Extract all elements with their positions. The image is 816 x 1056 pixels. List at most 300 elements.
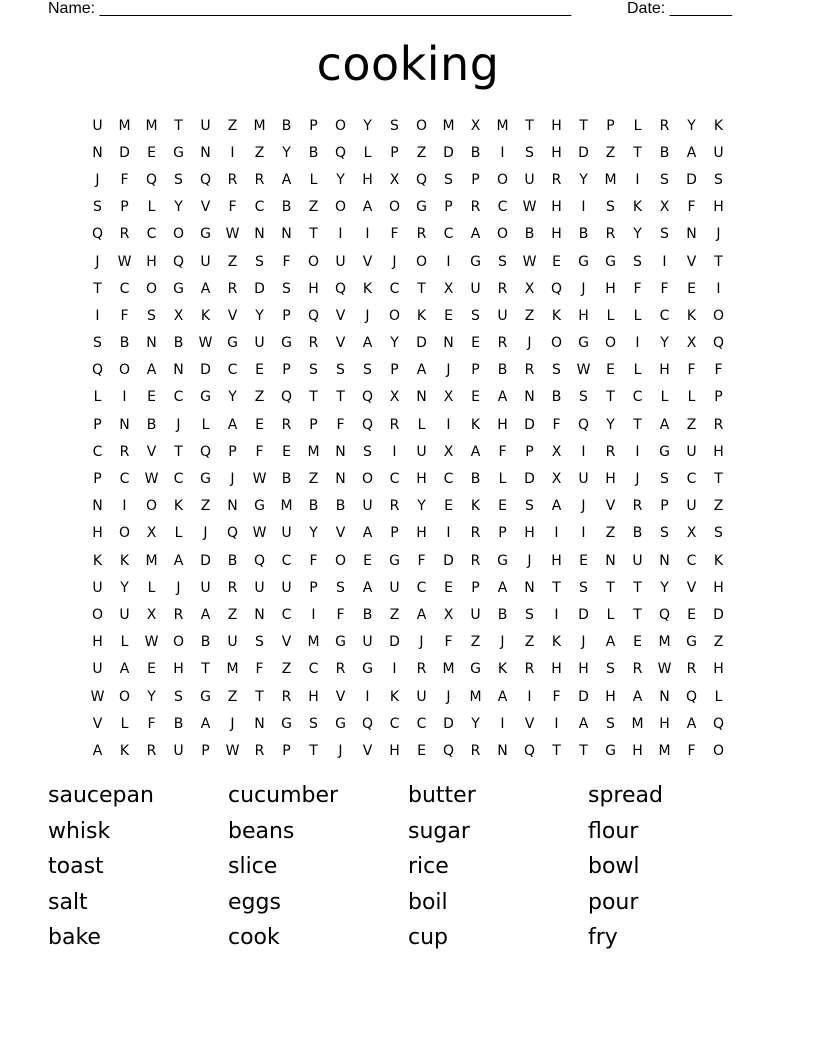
grid-letter: T	[552, 742, 561, 759]
grid-letter: L	[147, 579, 156, 596]
grid-letter: G	[389, 552, 400, 569]
grid-row	[84, 139, 732, 166]
grid-letter: N	[605, 552, 616, 569]
grid-letter: L	[120, 715, 129, 732]
grid-letter: K	[173, 498, 184, 515]
word-search-grid	[84, 112, 732, 765]
grid-letter: E	[444, 579, 453, 596]
grid-letter: N	[146, 335, 157, 352]
grid-letter: J	[230, 471, 235, 488]
grid-letter: S	[309, 715, 318, 732]
grid-letter: H	[713, 579, 724, 596]
grid-letter: Z	[524, 307, 535, 324]
grid-row	[84, 710, 732, 737]
grid-letter: S	[282, 280, 291, 297]
grid-letter: C	[632, 389, 643, 406]
grid-letter: M	[469, 688, 482, 705]
grid-letter: H	[551, 226, 562, 243]
grid-letter: F	[309, 552, 318, 569]
grid-letter: J	[95, 171, 100, 188]
grid-letter: C	[497, 199, 508, 216]
grid-letter: S	[660, 471, 669, 488]
grid-row	[84, 438, 732, 465]
grid-letter: S	[363, 443, 372, 460]
grid-letter: B	[659, 144, 670, 161]
grid-letter: X	[686, 525, 697, 542]
grid-letter: G	[173, 144, 184, 161]
grid-letter: E	[147, 389, 156, 406]
grid-letter: R	[686, 661, 697, 678]
grid-letter: F	[687, 362, 696, 379]
grid-letter: N	[524, 389, 535, 406]
grid-letter: X	[443, 280, 454, 297]
grid-letter: S	[174, 688, 183, 705]
grid-letter: U	[497, 307, 508, 324]
grid-letter: A	[281, 171, 292, 188]
grid-letter: D	[416, 335, 427, 352]
grid-letter: N	[524, 579, 535, 596]
grid-letter: J	[527, 552, 532, 569]
grid-letter: F	[687, 742, 696, 759]
grid-letter: Q	[658, 606, 671, 623]
grid-letter: Y	[174, 199, 183, 216]
grid-letter: H	[578, 661, 589, 678]
word-bank-item: cup	[408, 925, 449, 951]
grid-letter: Q	[91, 362, 104, 379]
grid-letter: I	[635, 443, 640, 460]
grid-letter: Y	[660, 579, 669, 596]
grid-letter: R	[497, 335, 508, 352]
grid-letter: Q	[523, 742, 536, 759]
grid-row	[84, 737, 732, 764]
grid-letter: X	[470, 117, 481, 134]
grid-letter: L	[309, 171, 318, 188]
grid-letter: V	[335, 335, 346, 352]
grid-letter: F	[120, 307, 129, 324]
grid-letter: L	[498, 471, 507, 488]
grid-letter: T	[174, 117, 183, 134]
grid-letter: N	[335, 443, 346, 460]
grid-letter: G	[200, 226, 211, 243]
grid-letter: Q	[361, 715, 374, 732]
grid-letter: B	[173, 335, 184, 352]
grid-letter: H	[389, 742, 400, 759]
grid-letter: P	[390, 525, 399, 542]
grid-letter: Z	[605, 525, 616, 542]
grid-letter: W	[117, 253, 132, 270]
grid-letter: B	[227, 552, 238, 569]
grid-letter: R	[227, 171, 238, 188]
grid-letter: B	[308, 144, 319, 161]
grid-letter: A	[470, 226, 481, 243]
grid-letter: H	[605, 688, 616, 705]
grid-letter: V	[200, 199, 211, 216]
grid-letter: B	[281, 117, 292, 134]
grid-letter: C	[416, 715, 427, 732]
grid-letter: U	[578, 471, 589, 488]
grid-letter: N	[254, 226, 265, 243]
grid-letter: I	[581, 199, 586, 216]
grid-letter: S	[552, 362, 561, 379]
grid-letter: R	[605, 443, 616, 460]
grid-letter: K	[389, 688, 400, 705]
grid-letter: Y	[660, 335, 669, 352]
grid-letter: G	[686, 634, 697, 651]
grid-letter: U	[119, 606, 130, 623]
grid-letter: V	[686, 579, 697, 596]
word-bank-item: spread	[588, 783, 663, 808]
grid-letter: T	[579, 117, 588, 134]
grid-letter: G	[254, 498, 265, 515]
grid-letter: A	[551, 498, 562, 515]
grid-letter: F	[255, 443, 264, 460]
grid-letter: A	[497, 688, 508, 705]
grid-letter: R	[524, 362, 535, 379]
grid-letter: G	[578, 335, 589, 352]
grid-letter: F	[147, 715, 156, 732]
grid-letter: O	[550, 335, 563, 352]
grid-letter: J	[446, 362, 451, 379]
grid-letter: F	[498, 443, 507, 460]
grid-letter: H	[497, 416, 508, 433]
grid-letter: H	[551, 117, 562, 134]
grid-letter: C	[416, 579, 427, 596]
grid-letter: L	[120, 634, 129, 651]
grid-letter: X	[524, 280, 535, 297]
grid-letter: O	[388, 199, 401, 216]
grid-letter: F	[336, 416, 345, 433]
grid-letter: S	[606, 715, 615, 732]
grid-letter: L	[633, 362, 642, 379]
grid-letter: M	[442, 661, 455, 678]
word-bank-item: pour	[588, 889, 639, 915]
grid-letter: I	[662, 253, 667, 270]
grid-letter: C	[281, 552, 292, 569]
grid-letter: T	[255, 688, 264, 705]
grid-letter: W	[225, 742, 240, 759]
grid-letter: Y	[471, 715, 480, 732]
grid-letter: Q	[361, 389, 374, 406]
grid-letter: B	[119, 335, 130, 352]
grid-letter: B	[551, 389, 562, 406]
grid-letter: Y	[228, 389, 237, 406]
grid-letter: T	[633, 416, 642, 433]
grid-letter: G	[281, 335, 292, 352]
grid-row	[84, 384, 732, 411]
grid-letter: O	[118, 525, 131, 542]
grid-letter: A	[497, 579, 508, 596]
grid-row	[84, 493, 732, 520]
grid-letter: W	[252, 525, 267, 542]
grid-letter: N	[686, 226, 697, 243]
grid-letter: U	[92, 579, 103, 596]
grid-letter: S	[309, 362, 318, 379]
grid-letter: P	[525, 443, 534, 460]
grid-letter: T	[633, 579, 642, 596]
grid-letter: J	[581, 634, 586, 651]
grid-letter: S	[660, 226, 669, 243]
grid-letter: D	[686, 171, 697, 188]
grid-letter: T	[309, 226, 318, 243]
grid-letter: G	[470, 253, 481, 270]
grid-letter: V	[362, 742, 373, 759]
grid-letter: Z	[227, 253, 238, 270]
grid-letter: E	[444, 307, 453, 324]
grid-letter: W	[657, 661, 672, 678]
grid-letter: A	[200, 280, 211, 297]
grid-row	[84, 683, 732, 710]
grid-letter: O	[118, 362, 131, 379]
grid-letter: R	[551, 171, 562, 188]
grid-letter: P	[498, 525, 507, 542]
grid-letter: O	[334, 552, 347, 569]
grid-letter: Q	[685, 688, 698, 705]
grid-letter: E	[498, 498, 507, 515]
grid-letter: U	[470, 280, 481, 297]
grid-letter: O	[496, 226, 509, 243]
grid-letter: D	[119, 144, 130, 161]
grid-letter: V	[227, 307, 238, 324]
grid-letter: I	[716, 280, 721, 297]
grid-letter: R	[173, 606, 184, 623]
grid-letter: S	[498, 253, 507, 270]
grid-letter: U	[200, 579, 211, 596]
grid-letter: T	[336, 389, 345, 406]
grid-letter: C	[686, 552, 697, 569]
grid-letter: C	[92, 443, 103, 460]
grid-letter: R	[416, 661, 427, 678]
grid-letter: K	[362, 280, 373, 297]
grid-letter: Y	[390, 335, 399, 352]
grid-letter: J	[95, 253, 100, 270]
word-bank-item: cucumber	[228, 783, 339, 808]
grid-letter: R	[119, 226, 130, 243]
grid-letter: H	[146, 253, 157, 270]
grid-letter: P	[471, 362, 480, 379]
grid-letter: H	[308, 280, 319, 297]
grid-row	[84, 194, 732, 221]
grid-letter: C	[443, 471, 454, 488]
grid-letter: B	[524, 226, 535, 243]
grid-letter: E	[687, 280, 696, 297]
grid-letter: X	[146, 606, 157, 623]
grid-letter: K	[713, 117, 724, 134]
grid-letter: F	[633, 280, 642, 297]
grid-row	[84, 465, 732, 492]
grid-letter: H	[713, 661, 724, 678]
grid-letter: I	[95, 307, 100, 324]
grid-letter: B	[497, 606, 508, 623]
grid-letter: L	[714, 688, 723, 705]
grid-letter: N	[200, 144, 211, 161]
grid-letter: S	[579, 389, 588, 406]
grid-letter: H	[173, 661, 184, 678]
grid-letter: T	[714, 471, 723, 488]
grid-letter: O	[118, 688, 131, 705]
grid-letter: O	[415, 253, 428, 270]
grid-letter: I	[446, 416, 451, 433]
grid-letter: V	[281, 634, 292, 651]
grid-letter: G	[470, 661, 481, 678]
grid-letter: L	[633, 307, 642, 324]
word-bank	[48, 780, 768, 958]
grid-letter: Z	[308, 199, 319, 216]
date-field-label: Date: _______	[627, 0, 732, 17]
grid-letter: D	[200, 362, 211, 379]
grid-letter: H	[659, 362, 670, 379]
grid-letter: N	[92, 144, 103, 161]
grid-letter: E	[147, 661, 156, 678]
grid-letter: U	[686, 443, 697, 460]
grid-letter: R	[254, 742, 265, 759]
grid-letter: A	[470, 443, 481, 460]
grid-row	[84, 275, 732, 302]
grid-letter: K	[119, 742, 130, 759]
grid-letter: E	[255, 362, 264, 379]
grid-letter: S	[714, 171, 723, 188]
grid-letter: F	[552, 416, 561, 433]
grid-letter: A	[686, 144, 697, 161]
grid-letter: M	[658, 742, 671, 759]
grid-letter: F	[390, 226, 399, 243]
grid-letter: U	[281, 525, 292, 542]
grid-letter: U	[470, 606, 481, 623]
word-bank-item: bake	[48, 925, 101, 951]
grid-letter: S	[444, 171, 453, 188]
grid-letter: I	[581, 525, 586, 542]
grid-letter: T	[552, 579, 561, 596]
grid-letter: N	[659, 552, 670, 569]
grid-letter: U	[632, 552, 643, 569]
grid-letter: G	[281, 715, 292, 732]
grid-letter: P	[606, 117, 615, 134]
grid-letter: G	[227, 335, 238, 352]
grid-letter: B	[173, 715, 184, 732]
grid-letter: G	[416, 199, 427, 216]
grid-letter: U	[92, 661, 103, 678]
grid-letter: V	[605, 498, 616, 515]
grid-letter: B	[578, 226, 589, 243]
grid-letter: L	[147, 199, 156, 216]
grid-letter: R	[524, 661, 535, 678]
grid-letter: K	[551, 307, 562, 324]
grid-letter: I	[554, 606, 559, 623]
grid-letter: I	[392, 443, 397, 460]
grid-letter: A	[200, 715, 211, 732]
grid-letter: Y	[579, 171, 588, 188]
grid-letter: X	[173, 307, 184, 324]
grid-letter: U	[254, 579, 265, 596]
grid-row	[84, 574, 732, 601]
grid-letter: D	[443, 715, 454, 732]
grid-letter: Q	[253, 552, 266, 569]
grid-letter: S	[660, 525, 669, 542]
grid-letter: H	[551, 552, 562, 569]
grid-letter: F	[255, 661, 264, 678]
grid-letter: C	[146, 226, 157, 243]
grid-letter: O	[172, 226, 185, 243]
grid-letter: L	[417, 416, 426, 433]
grid-letter: B	[632, 525, 643, 542]
grid-letter: N	[497, 742, 508, 759]
grid-letter: P	[714, 389, 723, 406]
grid-letter: L	[606, 307, 615, 324]
word-bank-item: bowl	[588, 854, 640, 880]
grid-letter: H	[578, 307, 589, 324]
grid-letter: A	[92, 742, 103, 759]
grid-letter: O	[145, 498, 158, 515]
grid-letter: F	[336, 606, 345, 623]
word-bank-item: boil	[408, 889, 448, 915]
grid-letter: Q	[712, 335, 725, 352]
grid-letter: E	[687, 606, 696, 623]
grid-letter: P	[228, 443, 237, 460]
grid-letter: G	[605, 742, 616, 759]
grid-letter: A	[686, 715, 697, 732]
word-bank-item: beans	[228, 818, 295, 844]
grid-letter: G	[200, 688, 211, 705]
word-bank-item: flour	[588, 818, 639, 844]
page-title: cooking	[316, 37, 500, 91]
grid-letter: K	[497, 661, 508, 678]
grid-letter: P	[93, 416, 102, 433]
grid-letter: Q	[199, 171, 212, 188]
grid-letter: Y	[633, 226, 642, 243]
grid-letter: R	[713, 416, 724, 433]
grid-letter: U	[254, 335, 265, 352]
grid-letter: T	[174, 443, 183, 460]
grid-letter: Y	[255, 307, 264, 324]
word-bank-item: fry	[588, 925, 618, 951]
grid-row	[84, 520, 732, 547]
grid-letter: P	[390, 362, 399, 379]
grid-letter: X	[551, 471, 562, 488]
grid-letter: J	[581, 498, 586, 515]
grid-letter: W	[522, 199, 537, 216]
grid-letter: I	[311, 606, 316, 623]
grid-letter: V	[686, 253, 697, 270]
grid-letter: J	[338, 742, 343, 759]
grid-letter: M	[631, 715, 644, 732]
grid-letter: N	[254, 715, 265, 732]
grid-letter: T	[309, 742, 318, 759]
grid-letter: I	[554, 525, 559, 542]
grid-letter: B	[308, 498, 319, 515]
grid-letter: V	[335, 307, 346, 324]
grid-letter: V	[335, 688, 346, 705]
grid-row	[84, 166, 732, 193]
grid-letter: H	[659, 715, 670, 732]
grid-letter: Q	[577, 416, 590, 433]
grid-row	[84, 656, 732, 683]
grid-letter: O	[91, 606, 104, 623]
grid-letter: L	[93, 389, 102, 406]
grid-letter: H	[92, 525, 103, 542]
grid-letter: Z	[686, 416, 697, 433]
grid-letter: C	[173, 471, 184, 488]
grid-row	[84, 601, 732, 628]
grid-letter: R	[254, 171, 265, 188]
grid-letter: R	[227, 280, 238, 297]
grid-letter: A	[605, 634, 616, 651]
grid-letter: O	[334, 199, 347, 216]
grid-letter: S	[390, 117, 399, 134]
grid-letter: U	[416, 688, 427, 705]
grid-letter: N	[119, 416, 130, 433]
grid-letter: Q	[172, 253, 185, 270]
grid-letter: O	[388, 307, 401, 324]
grid-letter: R	[605, 226, 616, 243]
